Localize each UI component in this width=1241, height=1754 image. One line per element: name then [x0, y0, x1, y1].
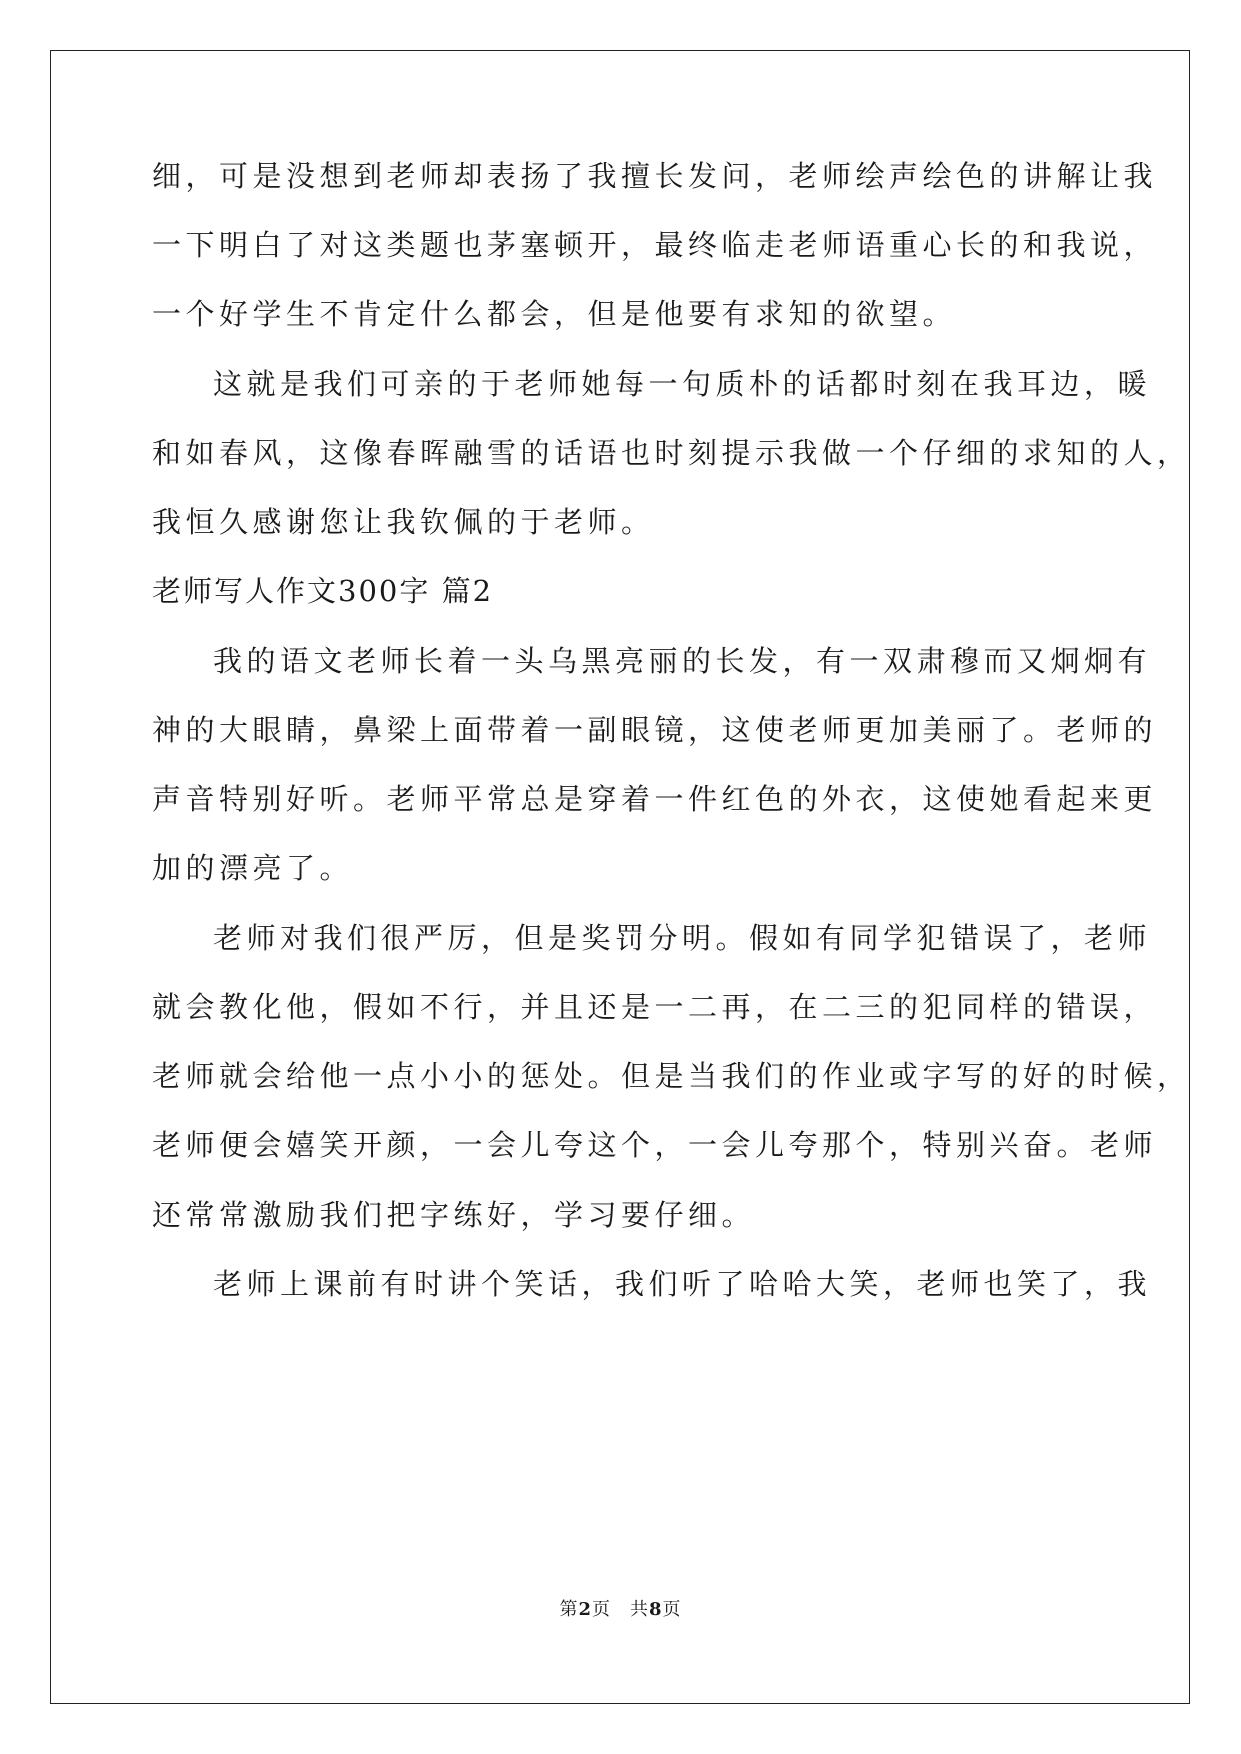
paragraph-line: 老师便会嬉笑开颜，一会儿夸这个，一会儿夸那个，特别兴奋。老师 [152, 1128, 1158, 1162]
paragraph-line: 细，可是没想到老师却表扬了我擅长发问，老师绘声绘色的讲解让我 [152, 159, 1158, 193]
paragraph-line: 一个好学生不肯定什么都会，但是他要有求知的欲望。 [152, 297, 957, 331]
paragraph-line: 加的漂亮了。 [152, 851, 354, 885]
paragraph-line: 老师上课前有时讲个笑话，我们听了哈哈大笑，老师也笑了，我 [213, 1267, 1152, 1301]
section-heading: 老师写人作文300字 篇2 [152, 574, 494, 608]
paragraph-line: 一下明白了对这类题也茅塞顿开，最终临走老师语重心长的和我说， [152, 228, 1158, 262]
paragraph-line: 和如春风，这像春晖融雪的话语也时刻提示我做一个仔细的求知的人， [152, 436, 1191, 470]
page-current-number: 2 [578, 1599, 592, 1620]
paragraph-line: 老师对我们很严厉，但是奖罚分明。假如有同学犯错误了，老师 [213, 921, 1152, 955]
footer-mid: 页 共 [592, 1599, 649, 1620]
paragraph-line: 就会教化他，假如不行，并且还是一二再，在二三的犯同样的错误， [152, 990, 1158, 1024]
paragraph-line: 我的语文老师长着一头乌黑亮丽的长发，有一双肃穆而又炯炯有 [213, 644, 1152, 678]
page-total-number: 8 [649, 1599, 663, 1620]
paragraph-line: 老师就会给他一点小小的惩处。但是当我们的作业或字写的好的时候， [152, 1059, 1191, 1093]
paragraph-line: 神的大眼睛，鼻梁上面带着一副眼镜，这使老师更加美丽了。老师的 [152, 713, 1158, 747]
footer-suffix: 页 [662, 1599, 682, 1620]
paragraph-line: 声音特别好听。老师平常总是穿着一件红色的外衣，这使她看起来更 [152, 782, 1158, 816]
paragraph-line: 还常常激励我们把字练好，学习要仔细。 [152, 1198, 756, 1232]
page-footer [0, 1598, 1241, 1622]
paragraph-line: 这就是我们可亲的于老师她每一句质朴的话都时刻在我耳边，暖 [213, 367, 1152, 401]
footer-prefix: 第 [559, 1599, 579, 1620]
paragraph-line: 我恒久感谢您让我钦佩的于老师。 [152, 505, 655, 539]
